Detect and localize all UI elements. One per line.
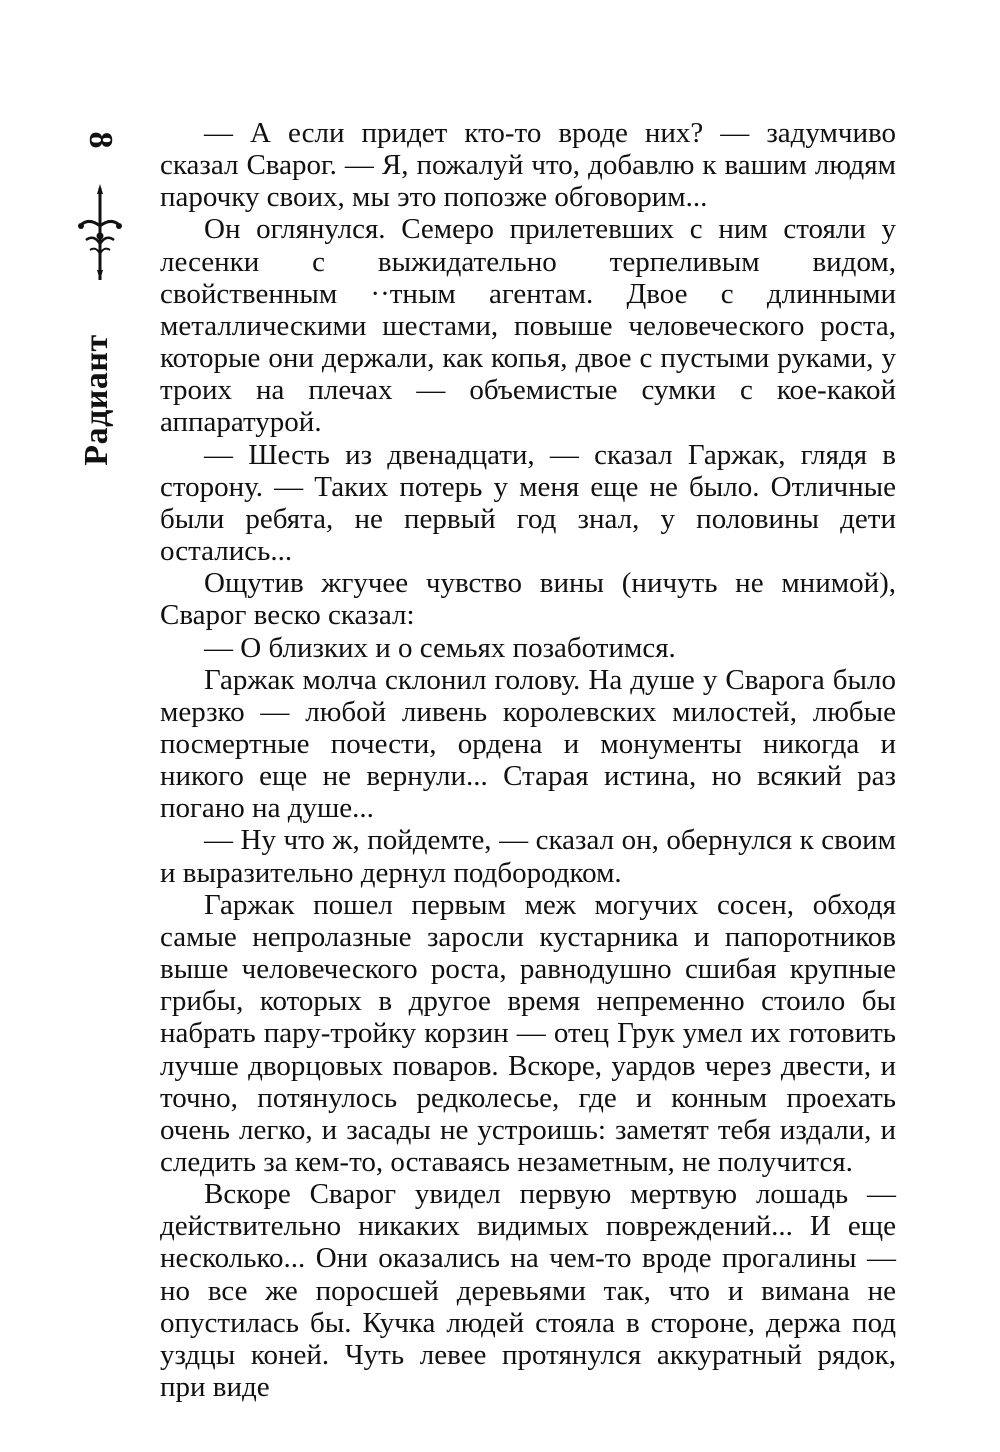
paragraph-2: Он оглянулся. Семеро прилетевших с ним стояли у лесенки с выжидательно терпеливым видом, свойственным ··тным агентам. Двое с длинными металлическими шестами, повыше человеческого роста, которые они держали, как копья, двое с пустыми руками, у троих на плечах — объемистые сумки с кое-какой аппаратурой. — [160, 213, 896, 439]
paragraph-9: Вскоре Сварог увидел первую мертвую лошадь — действительно никаких видимых повреждений... И еще несколько... Они оказались на чем-то вроде прогалины — но все же поросшей деревьями так, что и вимана не опустилась бы. Кучка людей стояла в стороне, держа под уздцы коней. Чуть левее протянулся аккуратный рядок, при виде — [160, 1178, 896, 1404]
paragraph-8: Гаржак пошел первым меж могучих сосен, обходя самые непролазные заросли кустарника и папоротников выше человеческого роста, равнодушно сшибая крупные грибы, которых в другое время непременно стоило бы набрать пару-тройку корзин — отец Грук умел их готовить лучше дворцовых поваров. Вскоре, уардов через двести, и точно, потянулось редколесье, где и конным проехать очень легко, и засады не устроишь: заметят тебя издали, и следить за кем-то, оставаясь незаметным, не получится. — [160, 888, 896, 1178]
paragraph-3: — Шесть из двенадцати, — сказал Гаржак, глядя в сторону. — Таких потерь у меня еще не было. Отличные были ребята, не первый год знал, у половины дети остались... — [160, 438, 896, 568]
paragraph-7: — Ну что ж, пойдемте, — сказал он, обернулся к своим и выразительно дернул подбородком. — [160, 824, 896, 889]
paragraph-5: — О близких и о семьях позаботимся. — [204, 631, 676, 664]
paragraph-4: Ощутив жгучее чувство вины (ничуть не мнимой), Сварог веско сказал: — [160, 567, 896, 632]
paragraph-1: — А если придет кто-то вроде них? — задумчиво сказал Сварог. — Я, пожалуй что, добавлю к вашим людям парочку своих, мы это попозже обговорим... — [160, 117, 896, 214]
dagger-ornament-icon — [72, 184, 128, 284]
body-text — [160, 117, 896, 1403]
paragraph-6: Гаржак молча склонил голову. На душе у Сварога было мерзко — любой ливень королевских милостей, любые посмертные почести, ордена и монументы никогда и никого еще не вернули... Старая истина, но всякий раз погано на душе... — [160, 663, 896, 825]
book-title: Радиант — [78, 334, 115, 466]
page-number: 8 — [82, 131, 119, 149]
